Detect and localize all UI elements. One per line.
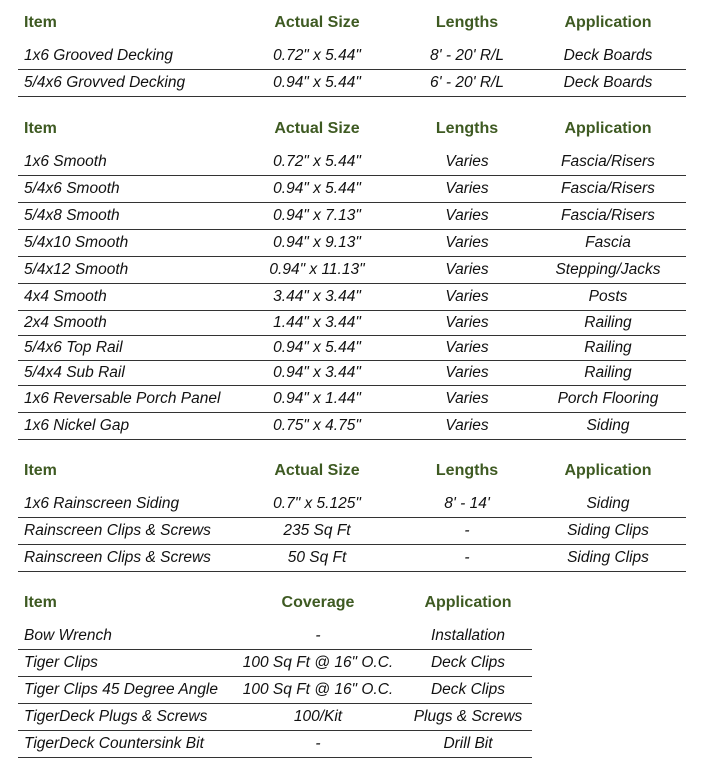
column-header: Actual Size [274,14,360,31]
table-cell: 5/4x4 Sub Rail [24,364,125,381]
column-header: Item [24,462,57,479]
table-cell: 0.72" x 5.44" [273,153,361,170]
table-cell: Tiger Clips [24,654,98,671]
table-row [18,202,686,230]
table-cell: 100/Kit [293,708,343,725]
table-cell: 8' - 14' [444,495,490,512]
table-cell: 100 Sq Ft @ 16" O.C. [242,681,394,698]
table-cell: 1x6 Reversable Porch Panel [24,390,221,407]
table-cell: - [464,522,470,539]
table-cell: Varies [445,339,489,356]
column-header: Application [564,14,652,31]
table-cell: Siding [586,417,630,434]
table-cell: 0.72" x 5.44" [273,47,361,64]
table-cell: Rainscreen Clips & Screws [24,549,211,566]
table-cell: Varies [445,153,489,170]
table-cell: Varies [445,288,489,305]
table-cell: 4x4 Smooth [24,288,107,305]
table-cell: Siding Clips [567,522,649,539]
table-cell: 0.94" x 7.13" [273,207,361,224]
table-cell: 0.94" x 3.44" [273,364,361,381]
table-cell: Deck Clips [430,654,506,671]
column-header: Application [564,120,652,137]
table-cell: 1x6 Smooth [24,153,107,170]
column-header: Actual Size [274,462,360,479]
table-row [18,649,532,677]
table-cell: 0.94" x 11.13" [269,261,365,278]
table-row [18,175,686,203]
table-cell: Deck Boards [563,74,653,91]
table-cell: 5/4x8 Smooth [24,207,120,224]
table-cell: - [464,549,470,566]
table-cell: Deck Clips [430,681,506,698]
table-cell: 6' - 20' R/L [430,74,504,91]
table-cell: Varies [445,261,489,278]
column-header: Lengths [435,120,499,137]
table-cell: 0.94" x 5.44" [273,74,361,91]
table-cell: 5/4x6 Grovved Decking [24,74,186,91]
table-cell: 5/4x6 Top Rail [24,339,123,356]
table-cell: 0.94" x 9.13" [273,234,361,251]
table-cell: Varies [445,207,489,224]
table-cell: Installation [430,627,506,644]
table-cell: Railing [584,314,632,331]
table-row [18,703,532,731]
column-header: Application [564,462,652,479]
table-cell: Siding [586,495,630,512]
table-cell: 1x6 Nickel Gap [24,417,130,434]
table-cell: Siding Clips [567,549,649,566]
table-row [18,622,532,650]
table-row [18,148,686,176]
table-row [18,676,532,704]
table-cell: 2x4 Smooth [24,314,107,331]
table-cell: 1.44" x 3.44" [273,314,361,331]
table-row [18,730,532,758]
table-cell: Varies [445,390,489,407]
table-row [18,256,686,284]
table-cell: Varies [445,314,489,331]
table-cell: Rainscreen Clips & Screws [24,522,211,539]
table-row [18,490,686,518]
column-header: Lengths [435,14,499,31]
table-cell: 5/4x6 Smooth [24,180,120,197]
table-row [18,42,686,70]
table-row [18,310,686,336]
table-row [18,517,686,545]
table-cell: Deck Boards [563,47,653,64]
table-row [18,544,686,572]
table-cell: Varies [445,234,489,251]
column-header: Application [424,594,512,611]
column-header: Coverage [281,594,355,611]
table-row [18,335,686,361]
table-cell: 0.7" x 5.125" [273,495,361,512]
column-header: Item [24,594,57,611]
table-cell: 235 Sq Ft [283,522,351,539]
table-row [18,412,686,440]
table-cell: Varies [445,364,489,381]
table-cell: Railing [584,364,632,381]
table-cell: 3.44" x 3.44" [273,288,361,305]
table-cell: Varies [445,180,489,197]
table-cell: 0.75" x 4.75" [273,417,361,434]
table-cell: Tiger Clips 45 Degree Angle [24,681,218,698]
table-cell: Posts [588,288,628,305]
table-cell: Stepping/Jacks [555,261,661,278]
column-header: Item [24,14,57,31]
table-cell: 0.94" x 5.44" [273,180,361,197]
table-cell: Fascia/Risers [561,180,655,197]
table-cell: Fascia [585,234,631,251]
table-row [18,283,686,311]
table-cell: Fascia/Risers [561,207,655,224]
table-cell: 100 Sq Ft @ 16" O.C. [242,654,394,671]
table-cell: 50 Sq Ft [287,549,347,566]
table-row [18,360,686,386]
column-header: Item [24,120,57,137]
table-row [18,385,686,413]
table-row [18,69,686,97]
table-cell: - [315,735,321,752]
table-cell: TigerDeck Countersink Bit [24,735,204,752]
table-cell: Fascia/Risers [561,153,655,170]
table-cell: 0.94" x 5.44" [273,339,361,356]
table-cell: 5/4x10 Smooth [24,234,129,251]
table-cell: 0.94" x 1.44" [273,390,361,407]
table-cell: Railing [584,339,632,356]
table-cell: TigerDeck Plugs & Screws [24,708,208,725]
table-cell: 8' - 20' R/L [430,47,504,64]
table-cell: Varies [445,417,489,434]
column-header: Actual Size [274,120,360,137]
table-cell: 1x6 Grooved Decking [24,47,174,64]
table-row [18,229,686,257]
table-cell: - [315,627,321,644]
table-cell: 1x6 Rainscreen Siding [24,495,180,512]
table-cell: Drill Bit [443,735,493,752]
table-cell: 5/4x12 Smooth [24,261,129,278]
table-cell: Plugs & Screws [413,708,523,725]
table-cell: Porch Flooring [557,390,659,407]
table-cell: Bow Wrench [24,627,112,644]
column-header: Lengths [435,462,499,479]
